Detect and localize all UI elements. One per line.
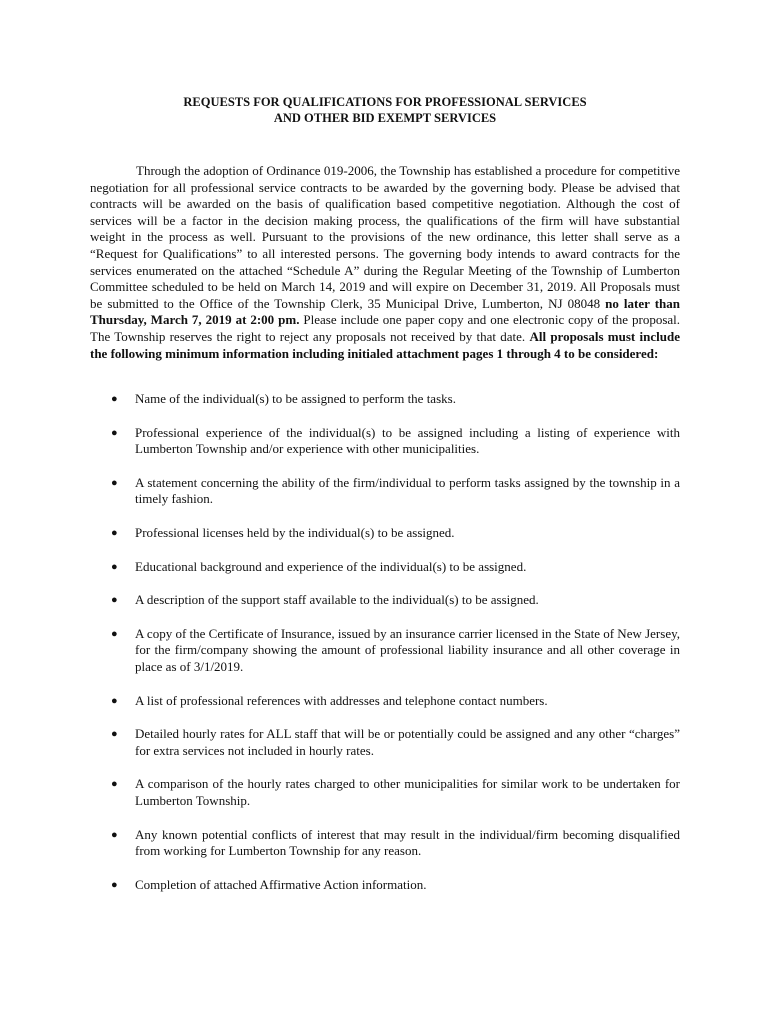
list-item [90, 877, 680, 894]
list-item [90, 525, 680, 542]
list-item-text: A comparison of the hourly rates charged to other municipalities for similar work to be undertaken for Lumberton Township. [135, 776, 680, 808]
bullet-icon: ● [111, 694, 118, 707]
bullet-icon: ● [111, 476, 118, 489]
intro-requirements-notice: All proposals must include the following minimum information including initialed attachment pages 1 through 4 to be considered: [90, 328, 680, 361]
list-item-text: Completion of attached Affirmative Action information. [135, 876, 427, 892]
list-item-text: Professional licenses held by the individual(s) to be assigned. [135, 524, 455, 540]
list-item [90, 559, 680, 576]
intro-paragraph [90, 163, 680, 362]
document-title [90, 94, 680, 126]
title-line-2: AND OTHER BID EXEMPT SERVICES [273, 111, 497, 125]
list-item [90, 693, 680, 710]
intro-text-2: Please include one paper copy and one electronic copy of the proposal. The Township reserves the right to reject any proposals not received by that date. [90, 312, 681, 344]
bullet-icon: ● [111, 728, 118, 741]
list-item [90, 592, 680, 609]
bullet-icon: ● [111, 560, 118, 573]
list-item [90, 391, 680, 408]
bullet-icon: ● [111, 878, 118, 891]
list-item-text: A statement concerning the ability of the firm/individual to perform tasks assigned by the township in a timely fashion. [135, 474, 680, 507]
intro-text-1: Through the adoption of Ordinance 019-2006, the Township has established a procedure for competitive negotiation for all professional service contracts to be awarded by the governing body. Please be advised that contracts will be awarded on the basis of qualification based competitive negotiation. Although the cost of services will be a factor in the decision making process, the qualifications of the firm will have substantial weight in the process as well. Pursuant to the provisions of the new ordinance, this letter shall serve as a “Request for Qualifications” to all interested persons. The governing body intends to award contracts for the services enumerated on the attached “Schedule A” during the Regular Meeting of the Township of Lumberton Committee scheduled to be held on March 14, 2019 and will expire on December 31, 2019. All Proposals must be submitted to the Office of the Township Clerk, 35 Municipal Drive, Lumberton, NJ 08048 [90, 163, 680, 311]
list-item-text: Detailed hourly rates for ALL staff that will be or potentially could be assigned and any other “charges” for extra services not included in hourly rates. [135, 726, 680, 758]
bullet-icon: ● [111, 393, 118, 405]
list-item-text: A list of professional references with addresses and telephone contact numbers. [135, 692, 548, 708]
list-item-text: Name of the individual(s) to be assigned to perform the tasks. [135, 391, 456, 406]
bullet-icon: ● [111, 594, 118, 607]
bullet-icon: ● [111, 627, 118, 640]
bullet-icon: ● [111, 778, 118, 791]
list-item-text: A copy of the Certificate of Insurance, issued by an insurance carrier licensed in the State of New Jersey, for the firm/company showing the amount of professional liability insurance and all other coverage in place as of 3/1/2019. [135, 625, 680, 674]
list-item-text: Any known potential conflicts of interest that may result in the individual/firm becoming disqualified from working for Lumberton Township for any reason. [135, 826, 680, 859]
list-item [90, 827, 680, 860]
list-item-text: A description of the support staff available to the individual(s) to be assigned. [135, 592, 539, 608]
list-item [90, 475, 680, 508]
bullet-icon: ● [111, 828, 118, 841]
bullet-icon: ● [111, 526, 118, 539]
list-item [90, 626, 680, 676]
list-item-text: Educational background and experience of the individual(s) to be assigned. [135, 558, 527, 574]
list-item [90, 776, 680, 809]
requirements-list [90, 391, 680, 910]
list-item [90, 425, 680, 458]
list-item [90, 726, 680, 759]
intro-deadline: no later than Thursday, March 7, 2019 at 2:00 pm. [90, 295, 680, 328]
bullet-icon: ● [111, 426, 118, 439]
title-line-1: REQUESTS FOR QUALIFICATIONS FOR PROFESSIONAL SERVICES [183, 95, 587, 109]
list-item-text: Professional experience of the individual(s) to be assigned including a listing of experience with Lumberton Township and/or experience with other municipalities. [135, 424, 680, 457]
